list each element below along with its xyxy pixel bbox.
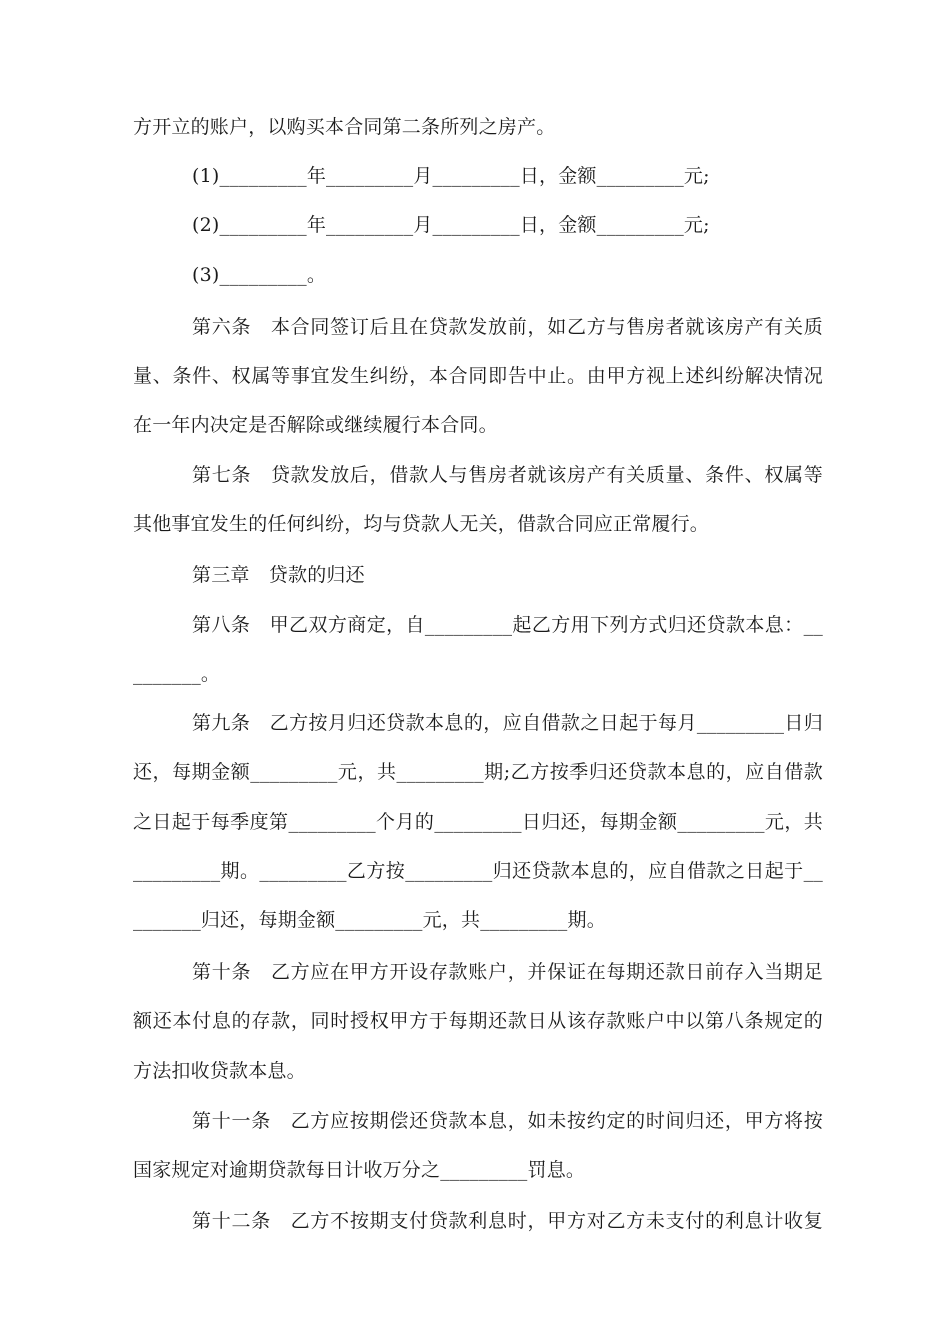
article-8-line: 第八条 甲乙双方商定，自_________起乙方用下列方式归还贷款本息：__ (192, 614, 823, 636)
article-9-line: 之日起于每季度第_________个月的_________日归还，每期金额_________元，共 (133, 811, 823, 833)
payment-item-2: (2)_________年_________月_________日，金额_________元; (192, 214, 710, 236)
article-10-line: 额还本付息的存款，同时授权甲方于每期还款日从该存款账户中以第八条规定的 (133, 1010, 823, 1032)
article-7-line: 其他事宜发生的任何纠纷，均与贷款人无关，借款合同应正常履行。 (133, 513, 710, 535)
payment-item-1: (1)_________年_________月_________日，金额_________元; (192, 165, 710, 187)
article-9-line: _________期。_________乙方按_________归还贷款本息的，应自借款之日起于__ (133, 860, 823, 882)
article-6-line: 第六条 本合同签订后且在贷款发放前，如乙方与售房者就该房产有关质 (192, 316, 823, 338)
paragraph-line: 方开立的账户，以购买本合同第二条所列之房产。 (133, 116, 556, 138)
article-9-line: 第九条 乙方按月归还贷款本息的，应自借款之日起于每月_________日归 (192, 712, 823, 734)
article-6-line: 量、条件、权属等事宜发生纠纷，本合同即告中止。由甲方视上述纠纷解决情况 (133, 365, 823, 387)
payment-item-3: (3)_________。 (192, 264, 327, 286)
article-12-line: 第十二条 乙方不按期支付贷款利息时，甲方对乙方未支付的利息计收复 (192, 1210, 823, 1232)
article-10-line: 第十条 乙方应在甲方开设存款账户，并保证在每期还款日前存入当期足 (192, 961, 823, 983)
article-8-line: _______。 (133, 663, 221, 685)
chapter-heading: 第三章 贷款的归还 (192, 564, 365, 586)
article-6-line: 在一年内决定是否解除或继续履行本合同。 (133, 414, 498, 436)
article-10-line: 方法扣收贷款本息。 (133, 1060, 306, 1082)
article-11-line: 国家规定对逾期贷款每日计收万分之_________罚息。 (133, 1159, 586, 1181)
article-11-line: 第十一条 乙方应按期偿还贷款本息，如未按约定的时间归还，甲方将按 (192, 1110, 823, 1132)
article-9-line: 还，每期金额_________元，共_________期;乙方按季归还贷款本息的，应自借款 (133, 761, 823, 783)
article-9-line: _______归还，每期金额_________元，共_________期。 (133, 909, 606, 931)
article-7-line: 第七条 贷款发放后，借款人与售房者就该房产有关质量、条件、权属等 (192, 464, 823, 486)
